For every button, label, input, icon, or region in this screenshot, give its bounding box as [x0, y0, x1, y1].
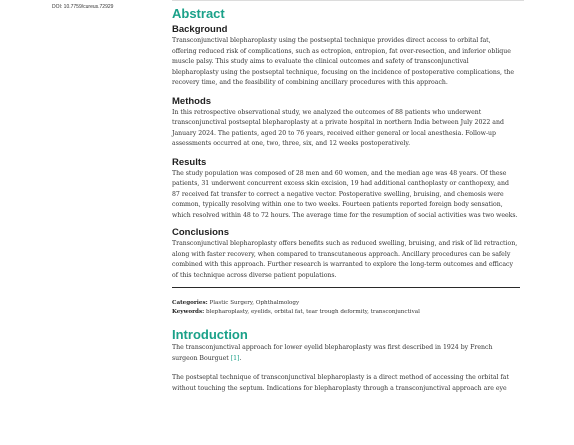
abstract-section-background [172, 24, 524, 89]
introduction-paragraph-1 [172, 343, 524, 364]
keywords-line [172, 308, 524, 317]
introduction-section [172, 327, 524, 394]
introduction-heading: Introduction [172, 327, 248, 342]
results-heading: Results [172, 156, 207, 168]
conclusions-heading: Conclusions [172, 227, 230, 238]
intro-p1-end: . [239, 354, 242, 362]
background-text: Transconjunctival blepharoplasty using the postseptal technique provides direct access to orbital fat, offering reduced risk of complications, such as ectropion, entropion, fat over-resection, and inferior oblique muscle palsy. This study aims to evaluate the clinical outcomes and safety of transconjunctival blepharoplasty using the postseptal technique, focusing on the incidence of postoperative complications, the recovery time, and the feasibility of combining ancillary procedures with this approach. [172, 37, 515, 86]
metadata-block [172, 299, 524, 317]
methods-text: In this retrospective observational study, we analyzed the outcomes of 88 patients who underwent transconjunctival postseptal blepharoplasty at a private hospital in northern India between July 2022 and January 2024. The patients, aged 20 to 76 years, received either general or local anesthesia. Follow-up assessments occurred at one, two, three, six, and 12 weeks postoperatively. [172, 108, 504, 147]
abstract-section-methods [172, 96, 524, 150]
header-rule [172, 0, 524, 1]
methods-heading: Methods [172, 95, 212, 107]
abstract-heading: Abstract [172, 6, 225, 21]
introduction-paragraph-2: The postseptal technique of transconjunctival blepharoplasty is a direct method of accessing the orbital fat without touching the septum. Indications for blepharoplasty through a transconjunctival approach are eye [172, 374, 509, 392]
reference-link-1[interactable]: [1] [230, 354, 240, 362]
categories-line [172, 299, 524, 308]
paragraph-gap [172, 364, 524, 373]
keywords-value: blepharoplasty, eyelids, orbital fat, tear trough deformity, transconjunctival [205, 309, 420, 315]
keywords-label: Keywords: [172, 309, 205, 315]
article-body [172, 6, 524, 394]
doi-label: DOI: 10.7759/cureus.72929 [52, 4, 114, 10]
categories-value: Plastic Surgery, Ophthalmology [209, 300, 300, 306]
categories-label: Categories: [172, 300, 208, 306]
abstract-divider [172, 287, 520, 288]
conclusions-text: Transconjunctival blepharoplasty offers benefits such as reduced swelling, bruising, and risk of lid retraction, along with faster recovery, when compared to transcutaneous approach. Ancillary procedures can be safely combined with this approach. Further research is warranted to explore the long-term outcomes and efficacy of this technique across diverse patient populations. [172, 240, 518, 279]
abstract-section-conclusions [172, 227, 524, 281]
abstract-section-results [172, 157, 524, 222]
results-text: The study population was composed of 28 men and 60 women, and the median age was 48 years. Of these patients, 31 underwent concurrent excess skin excision, 19 had additional canthoplasty or canthopexy, and 87 received fat transfer to correct a negative vector. Postoperative swelling, bruising, and chemosis were common, typically resolving within one to two weeks. Fourteen patients reported foreign body sensation, which resolved within 48 to 72 hours. The average time for the resumption of social activities was two weeks. [172, 169, 518, 219]
intro-p1-text: The transconjunctival approach for lower eyelid blepharoplasty was first described in 1924 by French surgeon Bourguet [172, 344, 493, 362]
background-heading: Background [172, 24, 228, 35]
